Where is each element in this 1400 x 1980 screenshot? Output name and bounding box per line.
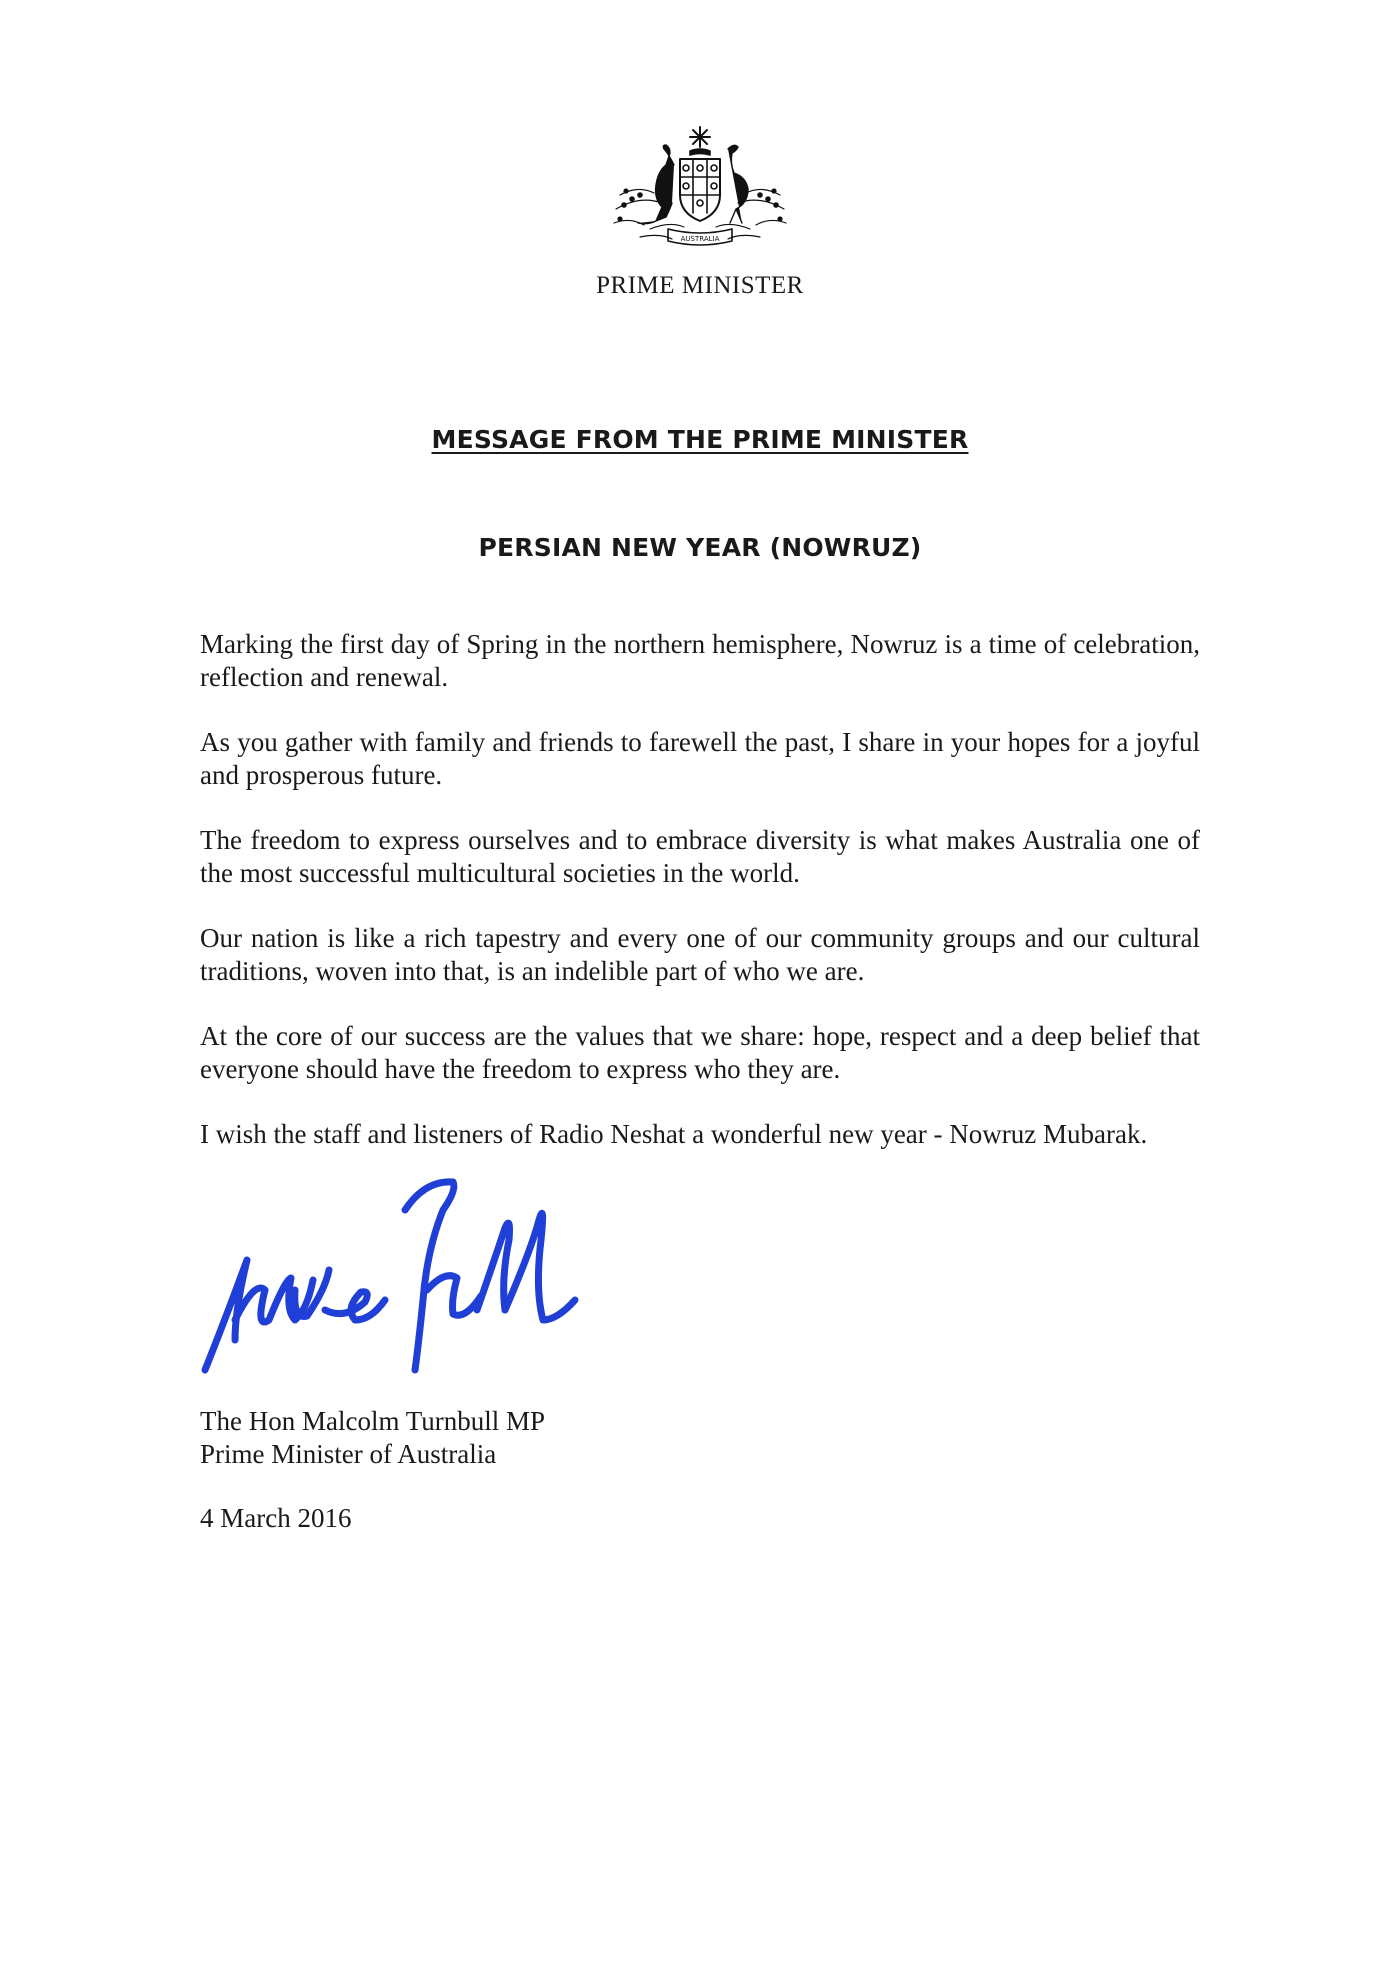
coat-of-arms-emblem xyxy=(610,125,790,253)
letter-date: 4 March 2016 xyxy=(200,1503,352,1533)
commonwealth-star-icon xyxy=(690,127,710,147)
paragraph: The freedom to express ourselves and to embrace diversity is what makes Australia one of the most successful multicultural societies in the world. xyxy=(200,825,1200,888)
paragraph: At the core of our success are the values that we share: hope, respect and a deep belief that everyone should have the freedom to express who they are. xyxy=(200,1021,1200,1084)
letter-subtitle: PERSIAN NEW YEAR (NOWRUZ) xyxy=(478,533,922,562)
shield-icon xyxy=(680,159,720,221)
emu-icon xyxy=(728,145,748,223)
paragraph: As you gather with family and friends to farewell the past, I share in your hopes for a joyful and prosperous future. xyxy=(200,727,1200,790)
office-title: PRIME MINISTER xyxy=(596,272,804,299)
signatory-name: The Hon Malcolm Turnbull MP xyxy=(200,1406,546,1436)
paragraph: Our nation is like a rich tapestry and every one of our community groups and our cultural traditions, woven into that, is an indelible part of who we are. xyxy=(200,923,1200,986)
signatory-block xyxy=(200,1405,545,1471)
letter-title: MESSAGE FROM THE PRIME MINISTER xyxy=(431,425,969,454)
signatory-position: Prime Minister of Australia xyxy=(200,1439,497,1469)
emblem-label: AUSTRALIA xyxy=(680,235,720,243)
paragraph: Marking the first day of Spring in the northern hemisphere, Nowruz is a time of celebration, reflection and renewal. xyxy=(200,629,1200,692)
handwritten-signature xyxy=(195,1170,625,1380)
wattle-sprig-icon xyxy=(614,189,786,239)
letter-body xyxy=(200,628,1200,1151)
paragraph: I wish the staff and listeners of Radio Neshat a wonderful new year - Nowruz Mubarak. xyxy=(200,1119,1148,1149)
kangaroo-icon xyxy=(638,145,674,224)
